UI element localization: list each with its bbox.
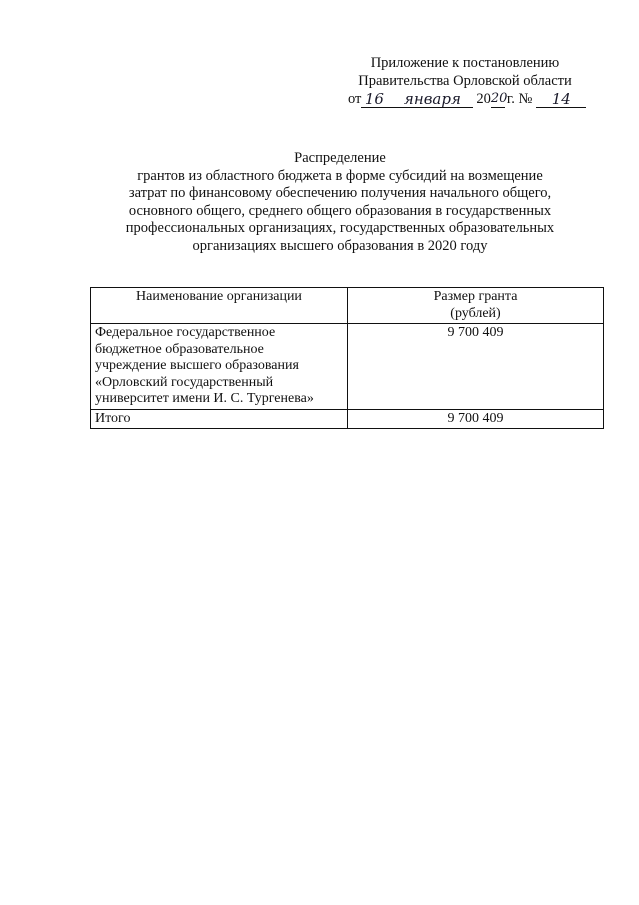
column-header-amount bbox=[348, 288, 604, 324]
total-label-cell bbox=[91, 409, 348, 429]
column-header-amount-line-1: Размер гранта bbox=[433, 289, 518, 304]
title-heading: Распределение bbox=[294, 150, 386, 166]
grant-amount: 9 700 409 bbox=[447, 325, 504, 340]
year-suffix: 20 bbox=[490, 91, 508, 106]
title-line-4: профессиональных организациях, государственных образовательных bbox=[125, 220, 555, 236]
title-line-1: грантов из областного бюджета в форме субсидий на возмещение bbox=[137, 167, 543, 184]
table-total-row bbox=[91, 409, 604, 429]
grant-amount-cell bbox=[348, 324, 604, 410]
table-header-row bbox=[91, 288, 604, 324]
year-prefix: 20 bbox=[476, 91, 491, 107]
total-amount-cell bbox=[348, 409, 604, 429]
column-header-name bbox=[91, 288, 348, 324]
organization-name-line: Федеральное государственное bbox=[95, 325, 276, 340]
title-line-5: организациях высшего образования в 2020 году bbox=[192, 237, 488, 254]
title-line-2: затрат по финансовому обеспечению получения начального общего, bbox=[128, 185, 552, 201]
total-amount: 9 700 409 bbox=[447, 410, 504, 426]
title-line-3: основного общего, среднего общего образования в государственных bbox=[128, 202, 552, 219]
appendix-line-2: Правительства Орловской области bbox=[358, 73, 572, 89]
date-month: января bbox=[391, 91, 473, 108]
grants-table bbox=[90, 287, 604, 429]
organization-name-line: учреждение высшего образования bbox=[95, 358, 299, 373]
table-row bbox=[91, 324, 604, 410]
appendix-line-1: Приложение к постановлению bbox=[370, 55, 560, 71]
organization-name-line: университет имени И. С. Тургенева» bbox=[95, 391, 314, 406]
resolution-date-line bbox=[348, 88, 586, 108]
organization-name-line: «Орловский государственный bbox=[95, 374, 274, 390]
column-header-name-text: Наименование организации bbox=[136, 289, 302, 304]
date-day: 16 bbox=[361, 91, 387, 108]
date-prefix: от bbox=[348, 91, 362, 107]
year-postfix: г. № bbox=[506, 91, 533, 107]
total-label: Итого bbox=[95, 410, 131, 426]
organization-name-line: бюджетное образовательное bbox=[95, 341, 264, 357]
appendix-header bbox=[330, 54, 600, 90]
organization-name-cell bbox=[91, 324, 348, 410]
column-header-amount-line-2: (рублей) bbox=[450, 305, 501, 321]
document-number: 14 bbox=[536, 91, 586, 108]
document-title bbox=[110, 150, 570, 255]
